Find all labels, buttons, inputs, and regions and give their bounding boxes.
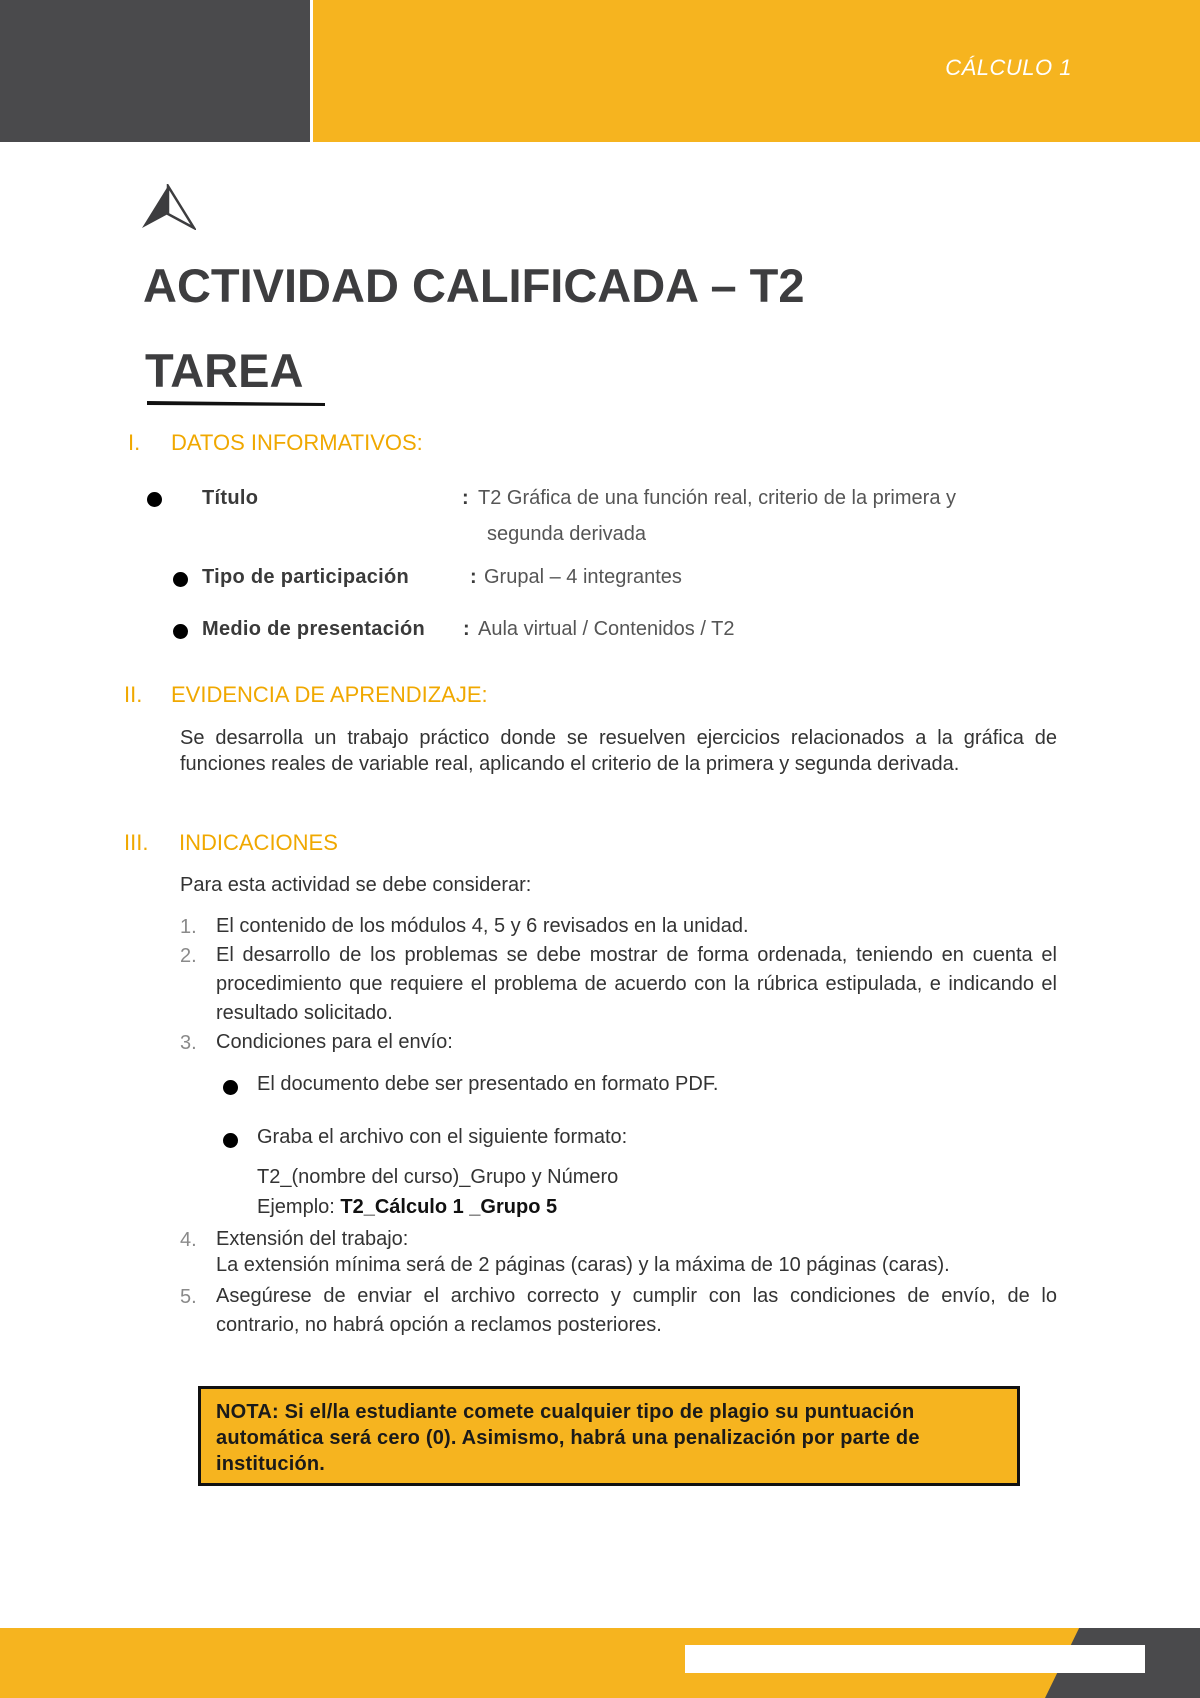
evidencia-paragraph: Se desarrolla un trabajo práctico donde se resuelven ejercicios relacionados a la gráfica de funciones reales de variable real, aplicando el criterio de la primera y segunda derivada. <box>180 727 1057 775</box>
list-item: Extensión del trabajo: <box>216 1228 409 1250</box>
page-title: ACTIVIDAD CALIFICADA – T2 <box>143 259 805 312</box>
example-line <box>257 1196 557 1219</box>
list-number: 4. <box>180 1229 197 1251</box>
list-number: 3. <box>180 1032 197 1054</box>
bullet-icon <box>223 1133 238 1148</box>
medio-colon: : <box>463 618 470 640</box>
section-heading-indicaciones <box>124 830 524 858</box>
bullet-icon <box>223 1080 238 1095</box>
titulo-label: Título <box>202 487 259 509</box>
bullet-icon <box>147 492 162 507</box>
section-number: III. <box>124 830 149 855</box>
section-title: EVIDENCIA DE APRENDIZAJE: <box>171 682 488 707</box>
page-subtitle: TAREA <box>145 344 304 397</box>
sub-bullet-pdf: El documento debe ser presentado en formato PDF. <box>257 1073 719 1095</box>
list-number: 2. <box>180 945 197 967</box>
arrowhead-logo-icon <box>140 184 196 230</box>
section-heading-evidencia <box>124 682 624 710</box>
section-number: I. <box>128 430 141 455</box>
extension-detail: La extensión mínima será de 2 páginas (caras) y la máxima de 10 páginas (caras). <box>216 1254 950 1276</box>
section-title: INDICACIONES <box>179 830 338 855</box>
indicaciones-intro: Para esta actividad se debe considerar: <box>180 874 532 896</box>
tipo-label: Tipo de participación <box>202 566 410 588</box>
titulo-value-line2: segunda derivada <box>487 523 647 545</box>
tipo-value: Grupal – 4 integrantes <box>484 566 682 588</box>
medio-value: Aula virtual / Contenidos / T2 <box>478 618 735 640</box>
sub-bullet-format: Graba el archivo con el siguiente formato: <box>257 1126 628 1148</box>
example-label: Ejemplo: <box>257 1196 341 1218</box>
section-title: DATOS INFORMATIVOS: <box>171 430 423 455</box>
bullet-icon <box>173 572 188 587</box>
example-value: T2_Cálculo 1 _Grupo 5 <box>340 1196 558 1218</box>
list-item: El contenido de los módulos 4, 5 y 6 revisados en la unidad. <box>216 915 749 937</box>
footer-white-bar <box>685 1645 1145 1673</box>
section-heading-datos <box>128 430 528 458</box>
titulo-value-line1: T2 Gráfica de una función real, criterio de la primera y <box>478 487 956 509</box>
list-number: 1. <box>180 916 197 938</box>
tipo-colon: : <box>470 566 477 588</box>
course-name: CÁLCULO 1 <box>945 55 1072 80</box>
titulo-colon: : <box>462 487 469 509</box>
header-gray-block <box>0 0 310 142</box>
section-number: II. <box>124 682 143 707</box>
bullet-icon <box>173 624 188 639</box>
title-underline <box>147 397 325 407</box>
list-item: Asegúrese de enviar el archivo correcto y cumplir con las condiciones de envío, de lo contrario, no habrá opción a reclamos posteriores. <box>216 1285 1057 1336</box>
list-number: 5. <box>180 1286 197 1308</box>
list-item: Condiciones para el envío: <box>216 1031 453 1053</box>
list-item: El desarrollo de los problemas se debe mostrar de forma ordenada, teniendo en cuenta el procedimiento que requiere el problema de acuerdo con la rúbrica estipulada, e indicando el resultado solicitado. <box>216 944 1057 1024</box>
format-line: T2_(nombre del curso)_Grupo y Número <box>257 1166 619 1188</box>
medio-label: Medio de presentación <box>202 618 426 640</box>
plagiarism-note: NOTA: Si el/la estudiante comete cualquier tipo de plagio su puntuación automática será cero (0). Asimismo, habrá una penalización por parte de institución. <box>198 1386 1020 1486</box>
